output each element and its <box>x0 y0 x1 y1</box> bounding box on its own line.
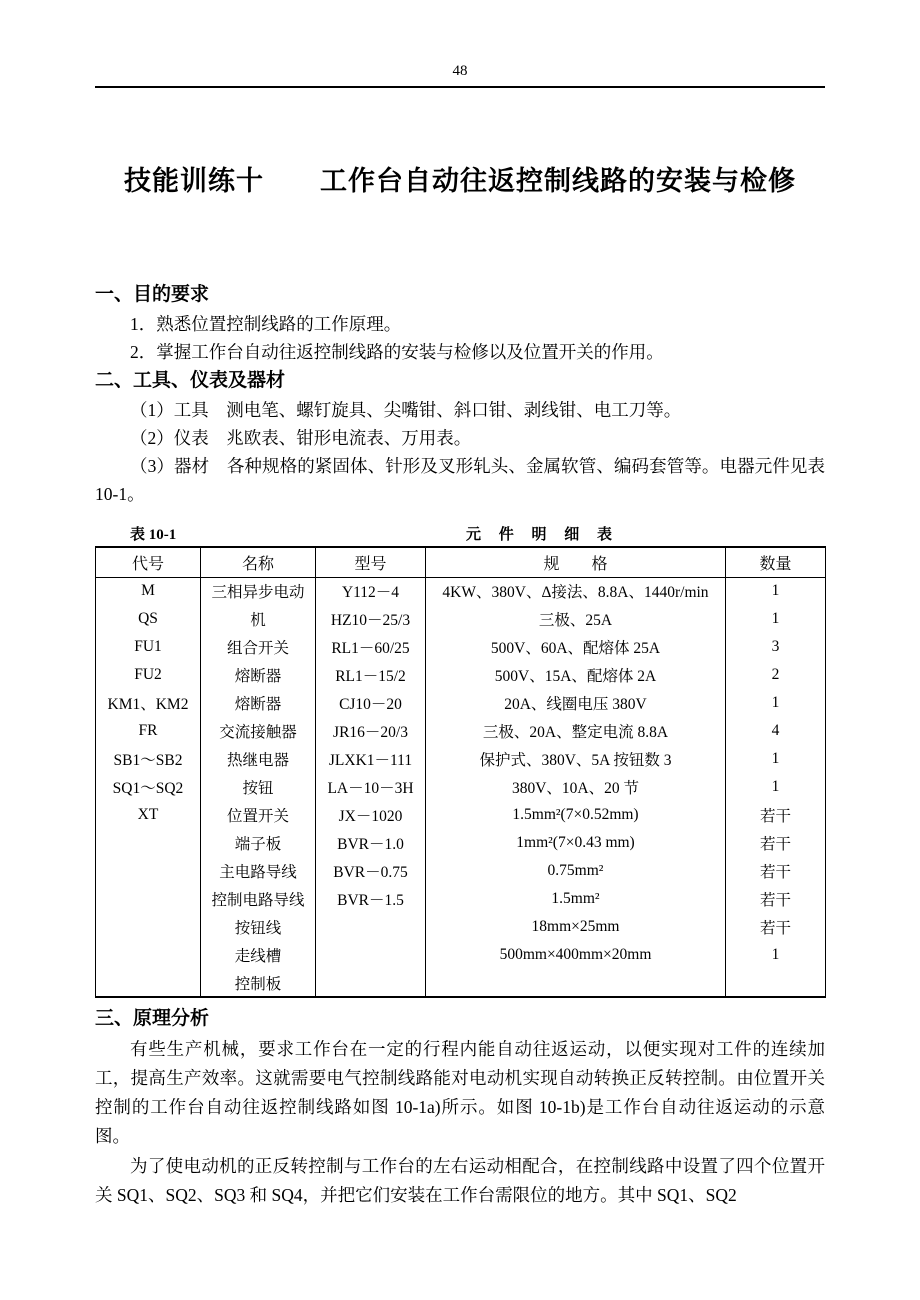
cell-qty: 3 <box>726 633 826 661</box>
cell-model: LA－10－3H <box>316 773 426 801</box>
cell-code: SQ1～SQ2 <box>96 773 201 801</box>
header-rule <box>95 86 825 88</box>
col-header-qty: 数量 <box>726 547 826 577</box>
section-heading-purpose: 一、目的要求 <box>95 284 210 305</box>
cell-code: SB1～SB2 <box>96 745 201 773</box>
cell-code: FU2 <box>96 661 201 689</box>
table-row <box>96 661 826 689</box>
cell-code <box>96 885 201 913</box>
list-item: （1）工具 测电笔、螺钉旋具、尖嘴钳、斜口钳、剥线钳、电工刀等。 <box>130 400 682 420</box>
cell-spec: 保护式、380V、5A 按钮数 3 <box>426 745 726 773</box>
cell-spec: 0.75mm² <box>426 857 726 885</box>
cell-model <box>316 941 426 969</box>
cell-spec: 20A、线圈电压 380V <box>426 689 726 717</box>
cell-code: FR <box>96 717 201 745</box>
cell-spec: 4KW、380V、Δ接法、8.8A、1440r/min <box>426 577 726 605</box>
cell-code: QS <box>96 605 201 633</box>
cell-qty: 1 <box>726 605 826 633</box>
cell-name: 交流接触器 <box>201 717 316 745</box>
cell-code: KM1、KM2 <box>96 689 201 717</box>
cell-name: 热继电器 <box>201 745 316 773</box>
section-purpose <box>95 280 825 366</box>
list-item: （2）仪表 兆欧表、钳形电流表、万用表。 <box>130 428 472 448</box>
table-row <box>96 941 826 969</box>
section-tools <box>95 366 825 508</box>
cell-model: CJ10－20 <box>316 689 426 717</box>
paragraph: 有些生产机械，要求工作台在一定的行程内能自动往返运动，以便实现对工件的连续加工，提高生产效率。这就需要电气控制线路能对电动机实现自动转换正反转控制。由位置开关控制的工作台自动往返控制线路如图 10-1a)所示。如图 10-1b)是工作台自动往返运动的示意图。 <box>95 1039 825 1146</box>
cell-qty: 2 <box>726 661 826 689</box>
cell-spec: 500mm×400mm×20mm <box>426 941 726 969</box>
cell-name: 走线槽 <box>201 941 316 969</box>
cell-qty: 1 <box>726 577 826 605</box>
table-row <box>96 913 826 941</box>
cell-code: XT <box>96 801 201 829</box>
table-row <box>96 829 826 857</box>
cell-qty: 若干 <box>726 801 826 829</box>
table-row <box>96 885 826 913</box>
table-row <box>96 857 826 885</box>
section-principle <box>95 1004 825 1210</box>
cell-name: 主电路导线 <box>201 857 316 885</box>
cell-model: JX－1020 <box>316 801 426 829</box>
cell-name: 控制电路导线 <box>201 885 316 913</box>
cell-name: 熔断器 <box>201 689 316 717</box>
cell-qty: 1 <box>726 941 826 969</box>
table-row <box>96 717 826 745</box>
cell-spec: 1.5mm²(7×0.52mm) <box>426 801 726 829</box>
paragraph: 为了使电动机的正反转控制与工作台的左右运动相配合，在控制线路中设置了四个位置开关 SQ1、SQ2、SQ3 和 SQ4，并把它们安装在工作台需限位的地方。其中 SQ1、SQ2 <box>95 1156 825 1205</box>
cell-name: 按钮线 <box>201 913 316 941</box>
cell-model: HZ10－25/3 <box>316 605 426 633</box>
cell-qty: 若干 <box>726 857 826 885</box>
cell-name: 三相异步电动 <box>201 577 316 605</box>
cell-name: 控制板 <box>201 969 316 997</box>
cell-spec: 500V、60A、配熔体 25A <box>426 633 726 661</box>
col-header-model: 型号 <box>316 547 426 577</box>
cell-code <box>96 829 201 857</box>
list-item: 2．掌握工作台自动往返控制线路的安装与检修以及位置开关的作用。 <box>130 342 664 362</box>
cell-code <box>96 941 201 969</box>
cell-code: M <box>96 577 201 605</box>
cell-qty: 1 <box>726 773 826 801</box>
col-header-name: 名称 <box>201 547 316 577</box>
table-row <box>96 633 826 661</box>
cell-qty: 若干 <box>726 885 826 913</box>
cell-qty: 若干 <box>726 913 826 941</box>
components-table <box>95 546 826 998</box>
cell-name: 组合开关 <box>201 633 316 661</box>
table-caption <box>95 520 825 546</box>
cell-name: 熔断器 <box>201 661 316 689</box>
cell-model: BVR－1.0 <box>316 829 426 857</box>
cell-model: BVR－0.75 <box>316 857 426 885</box>
table-caption-title: 元 件 明 细 表 <box>465 527 619 543</box>
table-row <box>96 577 826 605</box>
cell-model: RL1－15/2 <box>316 661 426 689</box>
cell-code <box>96 913 201 941</box>
page-number: 48 <box>452 63 468 79</box>
table-row <box>96 745 826 773</box>
list-item: （3）器材 各种规格的紧固体、针形及叉形轧头、金属软管、编码套管等。电器元件见表 10-1。 <box>95 456 825 504</box>
table-row <box>96 605 826 633</box>
cell-spec: 18mm×25mm <box>426 913 726 941</box>
table-header-row <box>96 547 826 577</box>
cell-model: JLXK1－111 <box>316 745 426 773</box>
cell-name: 位置开关 <box>201 801 316 829</box>
cell-code <box>96 969 201 997</box>
cell-qty: 1 <box>726 689 826 717</box>
col-header-spec: 规 格 <box>426 547 726 577</box>
cell-spec: 三极、25A <box>426 605 726 633</box>
cell-model <box>316 913 426 941</box>
cell-spec: 380V、10A、20 节 <box>426 773 726 801</box>
section-heading-tools: 二、工具、仪表及器材 <box>95 370 286 391</box>
cell-model: RL1－60/25 <box>316 633 426 661</box>
cell-spec: 1mm²(7×0.43 mm) <box>426 829 726 857</box>
cell-spec: 500V、15A、配熔体 2A <box>426 661 726 689</box>
cell-qty: 4 <box>726 717 826 745</box>
cell-name: 端子板 <box>201 829 316 857</box>
cell-code: FU1 <box>96 633 201 661</box>
cell-spec <box>426 969 726 997</box>
cell-spec: 三极、20A、整定电流 8.8A <box>426 717 726 745</box>
cell-name: 机 <box>201 605 316 633</box>
document-title: 技能训练十 工作台自动往返控制线路的安装与检修 <box>124 166 796 196</box>
table-row <box>96 801 826 829</box>
table-row <box>96 773 826 801</box>
list-item: 1．熟悉位置控制线路的工作原理。 <box>130 314 402 334</box>
table-row <box>96 969 826 997</box>
col-header-code: 代号 <box>96 547 201 577</box>
section-heading-principle: 三、原理分析 <box>95 1008 210 1029</box>
table-caption-number: 表 10-1 <box>130 527 177 543</box>
cell-name: 按钮 <box>201 773 316 801</box>
cell-model <box>316 969 426 997</box>
cell-model: BVR－1.5 <box>316 885 426 913</box>
table-row <box>96 689 826 717</box>
cell-qty: 1 <box>726 745 826 773</box>
cell-qty <box>726 969 826 997</box>
cell-code <box>96 857 201 885</box>
cell-qty: 若干 <box>726 829 826 857</box>
cell-spec: 1.5mm² <box>426 885 726 913</box>
cell-model: JR16－20/3 <box>316 717 426 745</box>
cell-model: Y112－4 <box>316 577 426 605</box>
